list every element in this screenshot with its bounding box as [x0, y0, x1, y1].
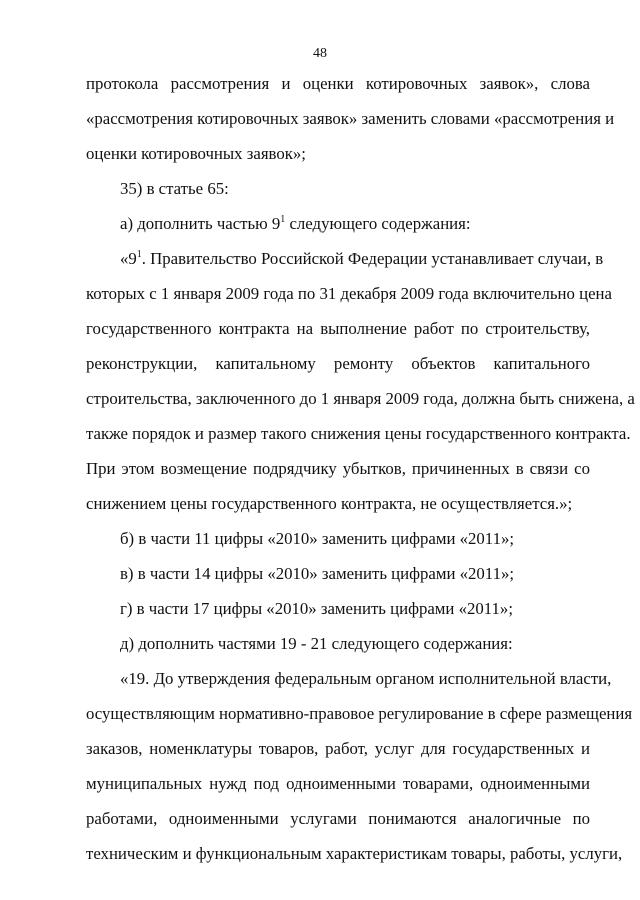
document-body: [86, 66, 635, 871]
text-line: «рассмотрения котировочных заявок» заменить словами «рассмотрения и: [86, 109, 615, 128]
text-line: государственного контракта на выполнение работ по строительству,: [86, 319, 590, 338]
text-line: также порядок и размер такого снижения цены государственного контракта.: [86, 424, 631, 443]
text-fragment: следующего содержания:: [285, 214, 471, 233]
text-line: д) дополнить частями 19 - 21 следующего содержания:: [120, 634, 513, 653]
text-line: г) в части 17 цифры «2010» заменить цифрами «2011»;: [120, 599, 513, 618]
text-line: снижением цены государственного контракта, не осуществляется.»;: [86, 494, 573, 513]
superscript: 1: [136, 249, 142, 260]
text-line: б) в части 11 цифры «2010» заменить цифрами «2011»;: [120, 529, 515, 548]
text-line: реконструкции, капитальному ремонту объектов капитального: [86, 354, 590, 373]
text-line: заказов, номенклатуры товаров, работ, услуг для государственных и: [86, 739, 590, 758]
text-line: осуществляющим нормативно-правовое регулирование в сфере размещения: [86, 704, 633, 723]
text-fragment: . Правительство Российской Федерации устанавливает случаи, в: [141, 249, 604, 268]
text-line: муниципальных нужд под одноименными товарами, одноименными: [86, 774, 590, 793]
text-line: При этом возмещение подрядчику убытков, причиненных в связи со: [86, 459, 590, 478]
text-line: в) в части 14 цифры «2010» заменить цифрами «2011»;: [120, 564, 515, 583]
text-line: строительства, заключенного до 1 января 2009 года, должна быть снижена, а: [86, 389, 635, 408]
text-fragment: «9: [120, 249, 137, 268]
text-line: [86, 206, 590, 241]
page-number: 48: [313, 46, 327, 61]
text-line: «19. До утверждения федеральным органом исполнительной власти,: [120, 669, 612, 688]
text-fragment: а) дополнить частью 9: [120, 214, 281, 233]
text-line: оценки котировочных заявок»;: [86, 144, 306, 163]
text-line: работами, одноименными услугами понимаются аналогичные по: [86, 809, 590, 828]
text-line: протокола рассмотрения и оценки котировочных заявок», слова: [86, 74, 590, 93]
text-line: которых с 1 января 2009 года по 31 декабря 2009 года включительно цена: [86, 284, 612, 303]
text-line: 35) в статье 65:: [120, 179, 229, 198]
text-line: техническим и функциональным характеристикам товары, работы, услуги,: [86, 844, 623, 863]
superscript: 1: [280, 214, 286, 225]
text-line: [86, 241, 604, 276]
